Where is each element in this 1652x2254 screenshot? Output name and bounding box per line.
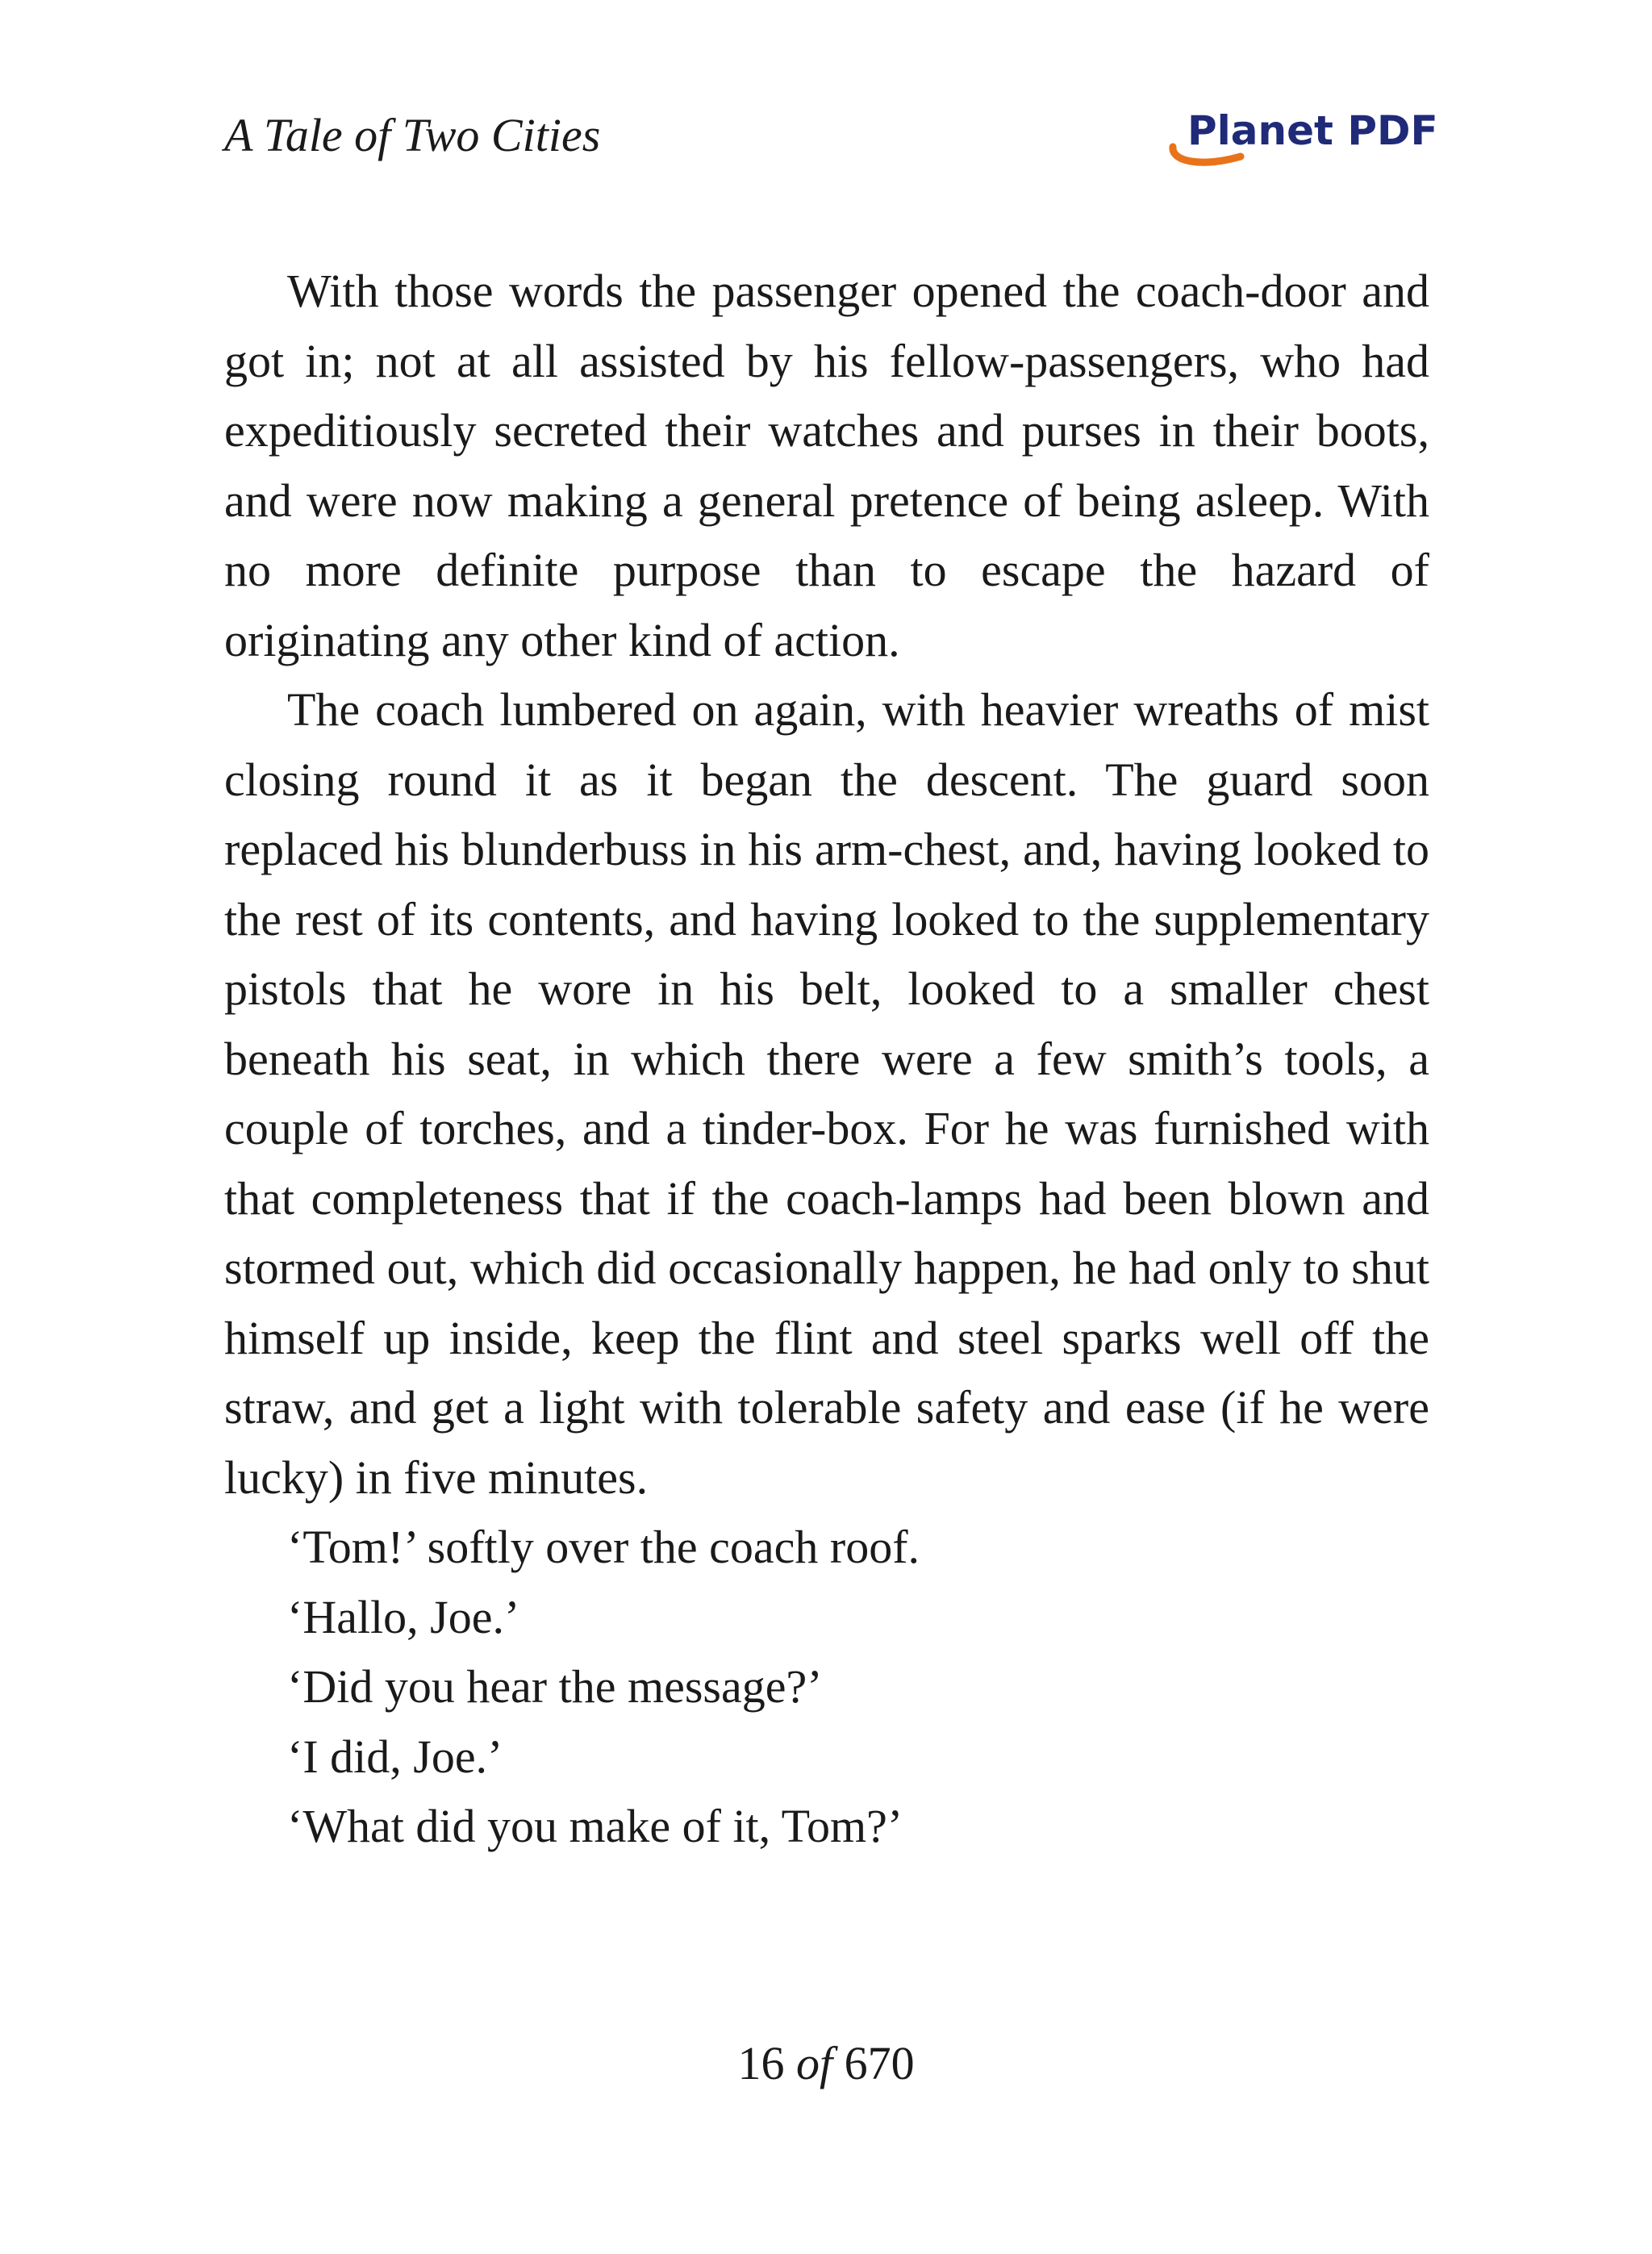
dialogue-line: ‘I did, Joe.’ [287,1730,503,1783]
book-title: A Tale of Two Cities [224,109,601,161]
page-of-label: of [795,2037,833,2089]
paragraph: With those words the passenger opened the coach-door and got in; not at all assisted by his fellow-passengers, who had expeditiously secreted their watches and purses in their boots, and were now making a general pretence of being asleep. With no more definite purpose than to escape the hazard of originating any other kind of action. [224,265,1429,666]
dialogue-line: ‘Did you hear the message?’ [287,1660,823,1713]
dialogue-line: ‘What did you make of it, Tom?’ [287,1800,903,1852]
body-text [224,257,1429,1862]
dialogue-line: ‘Hallo, Joe.’ [287,1590,520,1643]
logo-text: Planet PDF [1187,107,1438,154]
paragraph: The coach lumbered on again, with heavier wreaths of mist closing round it as it began the descent. The guard soon replaced his blunderbuss in his arm-chest, and, having looked to the rest of its contents, and having looked to the supplementary pistols that he wore in his belt, looked to a smaller chest beneath his seat, in which there were a few smith’s tools, a couple of torches, and a tinder-box. For he was furnished with that completeness that if the coach-lamps had been blown and stormed out, which did occasionally happen, he had only to shut himself up inside, keep the flint and steel sparks well off the straw, and get a light with tolerable safety and ease (if he were lucky) in five minutes. [224,683,1429,1504]
page-number: 16 [737,2037,785,2089]
page-header [0,0,1652,186]
dialogue-line: ‘Tom!’ softly over the coach roof. [287,1521,920,1573]
page-footer [0,2033,1652,2094]
page-total: 670 [844,2037,915,2089]
planet-pdf-logo [1168,100,1438,173]
